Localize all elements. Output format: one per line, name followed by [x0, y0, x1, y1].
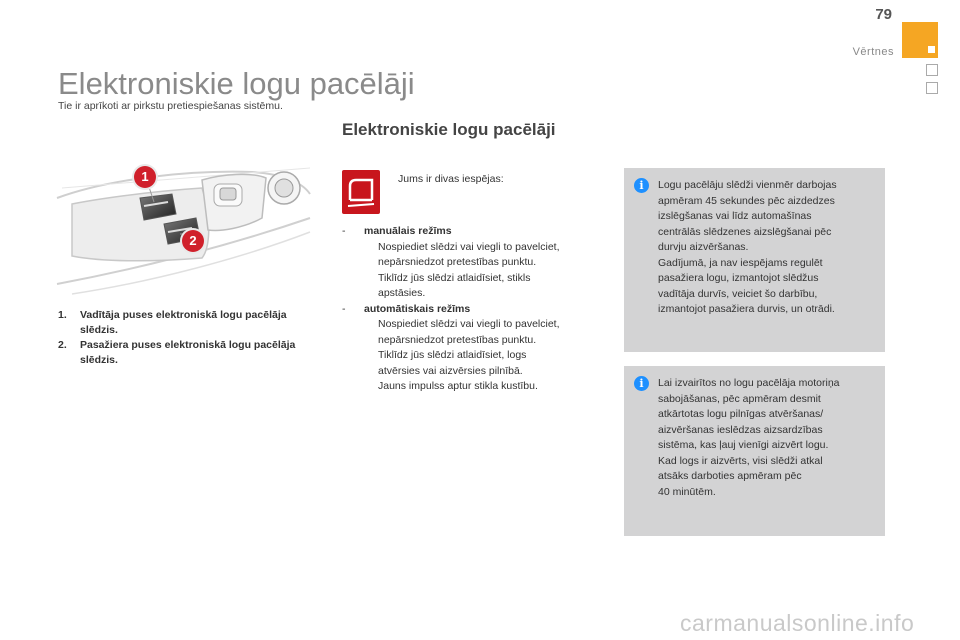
mode-list: [342, 224, 610, 395]
section-tab-active[interactable]: [902, 22, 938, 58]
caption-item: [58, 308, 308, 338]
note-text: Lai izvairītos no logu pacēlāja motoriņa sabojāšanas, pēc apmēram desmit atkārtotas logu pilnīgas atvēršanas/ aizvēršanas ieslēdzas aizsardzības sistēma, kas ļauj vienīgi aizvērt logu. Kad logs ir aizvērts, visi slēdži atkal atsāks darboties apmēram pēc 40 minūtēm.: [658, 377, 840, 498]
page-title: Elektroniskie logu pacēlāji: [58, 66, 415, 101]
caption-item: [58, 338, 308, 368]
info-icon: i: [634, 178, 649, 193]
options-intro: Jums ir divas iespējas:: [398, 173, 504, 185]
mode-heading: manuālais režīms: [364, 225, 452, 237]
caption-list: [58, 308, 308, 368]
caption-number: 1.: [58, 309, 67, 321]
callout-1-badge: 1: [134, 166, 156, 188]
window-lift-icon: [342, 170, 380, 214]
mode-dash: -: [342, 225, 346, 237]
step-text: Jauns impulss aptur stikla kustību.: [378, 380, 538, 392]
section-name: Vērtnes: [852, 46, 894, 58]
tab-dot-icon: [928, 46, 935, 53]
mode-section: [342, 224, 610, 302]
caption-number: 2.: [58, 339, 67, 351]
pointing-finger-icon: [364, 379, 378, 395]
note-text: Logu pacēlāju slēdži vienmēr darbojas apmēram 45 sekundes pēc aizdedzes izslēgšanas vai līdz automašīnas centrālās slēdzenes aizslēgšanai pēc durvju aizvēršanas. Gadījumā, ja nav iespējams regulēt pasažiera logu, izmantojot slēdžus vadītāja durvīs, veiciet šo darbību, izmantojot pasažiera durvis, un otrādi.: [658, 179, 837, 315]
info-icon: i: [634, 376, 649, 391]
info-note: [624, 366, 885, 536]
mode-heading: automātiskais režīms: [364, 302, 471, 315]
page-subtitle: Tie ir aprīkoti ar pirkstu pretiespiešanas sistēmu.: [58, 100, 283, 112]
section-title: Elektroniskie logu pacēlāji: [342, 120, 556, 139]
step-text: Nospiediet slēdzi vai viegli to pavelciet, nepārsniedzot pretestības punktu. Tiklīdz jūs slēdzi atlaidīsiet, stikls apstāsies.: [378, 240, 560, 299]
callout-2-badge: 2: [182, 230, 204, 252]
mode-dash: -: [342, 302, 346, 315]
section-tab[interactable]: [926, 82, 938, 94]
pointing-finger-icon: [364, 317, 378, 379]
caption-text: Pasažiera puses elektroniskā logu pacēlāja slēdzis.: [80, 339, 296, 366]
mode-step: [342, 379, 610, 395]
info-note: [624, 168, 885, 352]
mode-step: [342, 240, 610, 302]
window-switch-illustration: [52, 158, 314, 300]
mode-section: [342, 302, 610, 395]
pointing-finger-icon: [364, 240, 378, 302]
page-number: 79: [875, 6, 892, 23]
watermark: carmanualsonline.info: [680, 610, 915, 636]
caption-text: Vadītāja puses elektroniskā logu pacēlāja slēdzis.: [80, 309, 287, 336]
section-tab[interactable]: [926, 64, 938, 76]
mode-step: [342, 317, 610, 379]
step-text: Nospiediet slēdzi vai viegli to pavelciet, nepārsniedzot pretestības punktu. Tiklīdz jūs slēdzi atlaidīsiet, logs atvērsies vai aizvērsies pilnībā.: [378, 318, 560, 377]
